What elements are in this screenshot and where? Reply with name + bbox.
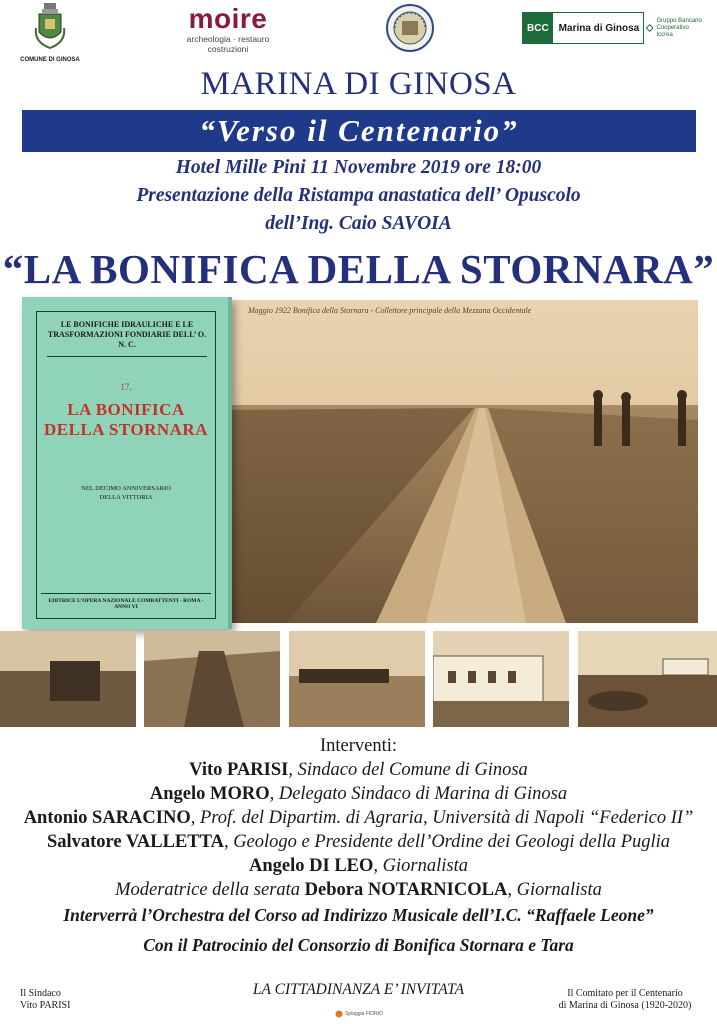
footer-sponsor [326, 1008, 392, 1020]
comune-caption: COMUNE DI GINOSA [20, 57, 80, 63]
centenary-banner: “Verso il Centenario” [22, 110, 696, 152]
sponsor-text: Spiaggia FIORIO [344, 1011, 384, 1017]
speaker-role: , Geologo e Presidente dell’Ordine dei Geologi della Puglia [223, 832, 671, 852]
speaker-row [0, 758, 717, 782]
moderator-row [0, 878, 717, 902]
event-presentation-line: Presentazione della Ristampa anastatica dell’ Opuscolo [136, 185, 581, 206]
orchestra-note: Interverrà l’Orchestra del Corso ad Indirizzo Musicale dell’I.C. “Raffaele Leone” [63, 905, 654, 925]
thumb-photo-4 [433, 631, 569, 727]
moire-logo [172, 4, 284, 54]
speaker-name: Angelo MORO [149, 784, 270, 804]
iccrea-text: Gruppo Bancario Cooperativo Iccrea [656, 17, 702, 38]
booklet-series: LE BONIFICHE IDRAULICHE E LE TRASFORMAZIONI FONDIARIE DELL’ O. N. C. [47, 320, 207, 357]
footer-committee [540, 988, 710, 1012]
speakers-section [0, 734, 717, 902]
footer-committee-line2: di Marina di Ginosa (1920-2020) [558, 1000, 692, 1011]
event-date-line: Hotel Mille Pini 11 Novembre 2019 ore 18:00 [175, 157, 542, 178]
moire-subtitle: archeologia · restauro costruzioni [186, 34, 270, 54]
booklet-number: 17. [120, 382, 132, 392]
footer-committee-line1: Il Comitato per il Centenario [567, 988, 683, 999]
booklet-sub-line2: DELLA VITTORIA [99, 494, 153, 501]
thumb-photo-1 [0, 631, 136, 727]
booklet-title-line2: DELLA STORNARA [44, 420, 208, 439]
speaker-row [0, 782, 717, 806]
booklet-cover [22, 297, 232, 629]
moderator-prefix: Moderatrice della serata [115, 880, 305, 900]
booklet-title-line1: LA BONIFICA [67, 400, 185, 419]
patronage-note: Con il Patrocinio del Consorzio di Bonifica Stornara e Tara [143, 935, 574, 955]
speaker-name: Vito PARISI [189, 760, 289, 780]
speaker-role: , Sindaco del Comune di Ginosa [288, 760, 528, 780]
booklet-frame [36, 311, 216, 619]
speaker-name: Salvatore VALLETTA [46, 832, 224, 852]
footer-mayor-name: Vito PARISI [20, 1000, 71, 1011]
speaker-row [0, 854, 717, 878]
bcc-logo [522, 12, 644, 44]
book-title-heading: “LA BONIFICA DELLA STORNARA” [2, 246, 715, 292]
crest-icon [33, 2, 67, 50]
speaker-role: , Prof. del Dipartim. di Agraria, Università di Napoli “Federico II” [190, 808, 694, 828]
bcc-mark: BCC [523, 13, 553, 43]
iccrea-icon [646, 20, 653, 36]
speaker-name: Antonio SARACINO [23, 808, 191, 828]
speaker-role: , Giornalista [373, 856, 468, 876]
moire-name: moire [188, 3, 268, 34]
speaker-role: , Delegato Sindaco di Marina di Ginosa [269, 784, 568, 804]
sponsor-icon [335, 1010, 343, 1018]
speakers-heading: Interventi: [319, 736, 398, 756]
thumb-photo-5 [578, 631, 717, 727]
speaker-row [0, 830, 717, 854]
moderator-role: , Giornalista [507, 880, 602, 900]
main-title: MARINA DI GINOSA [200, 66, 517, 102]
iccrea-logo [646, 12, 702, 44]
footer-mayor-title: Il Sindaco [20, 988, 61, 999]
event-author-line: dell’Ing. Caio SAVOIA [265, 213, 452, 234]
booklet-subtitle [37, 484, 215, 502]
historic-canal-photo [226, 300, 698, 623]
photo-caption: Maggio 1922 Bonifica della Stornara - Collettore principale della Mezzana Occidentale [248, 306, 532, 315]
moderator-name: Debora NOTARNICOLA [304, 880, 508, 900]
booklet-publisher: EDITRICE L’OPERA NAZIONALE COMBATTENTI - ROMA - ANNO VI [41, 593, 211, 610]
speaker-row [0, 806, 717, 830]
speaker-name: Angelo DI LEO [249, 856, 374, 876]
thumb-photo-2 [144, 631, 280, 727]
bcc-text: Marina di Ginosa [558, 22, 640, 34]
thumb-photo-3 [289, 631, 425, 727]
committee-seal-icon [385, 3, 435, 53]
booklet-title [37, 400, 215, 440]
footer-invitation: LA CITTADINANZA E’ INVITATA [252, 981, 465, 998]
comune-logo [20, 2, 80, 63]
booklet-sub-line1: NEL DECIMO ANNIVERSARIO [81, 485, 171, 492]
